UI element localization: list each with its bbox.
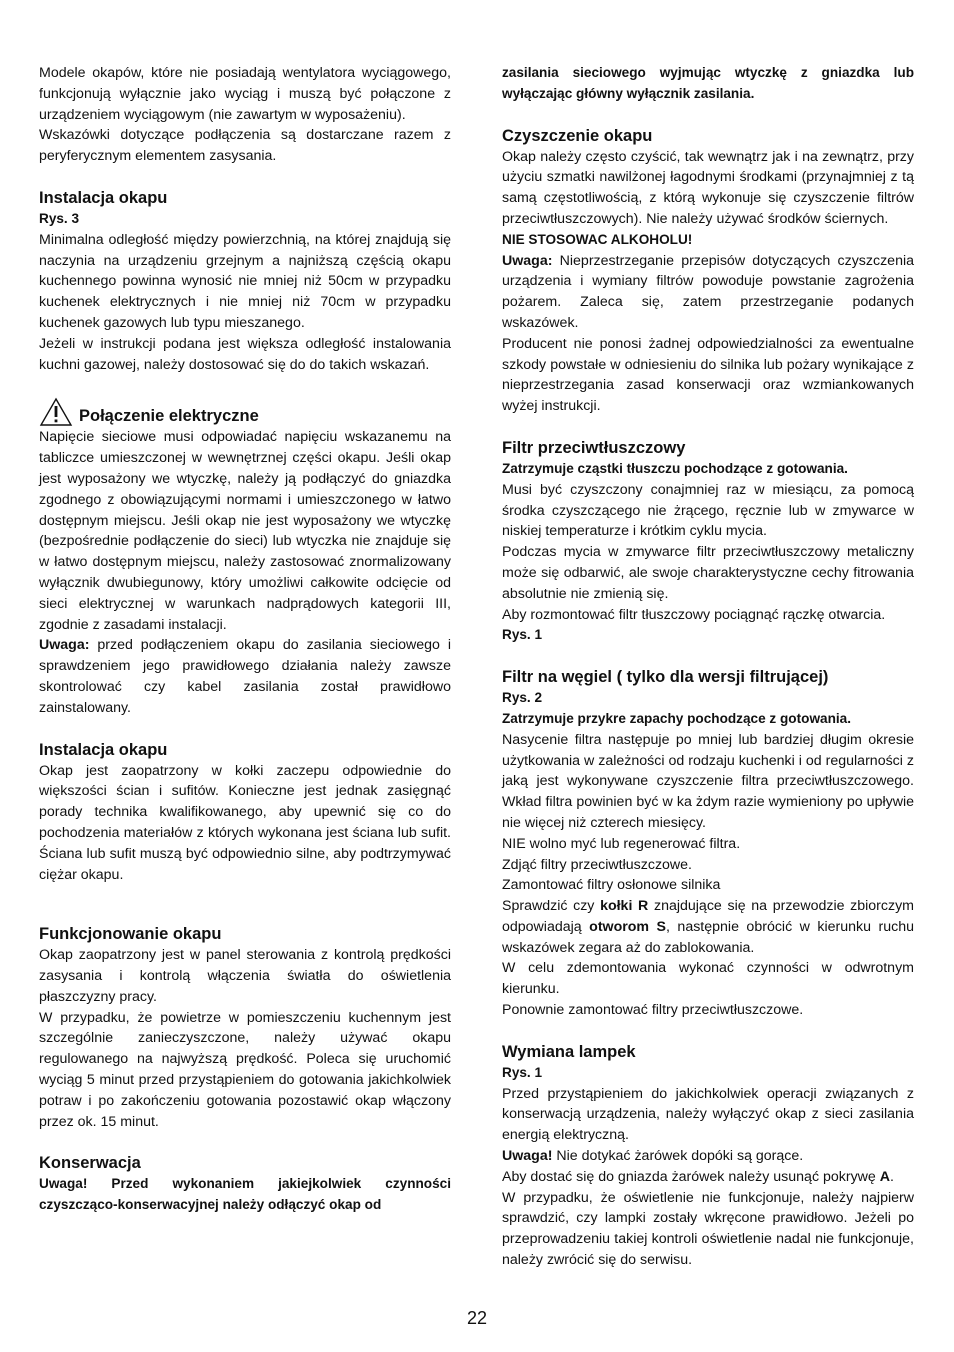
paragraph: Aby rozmontować filtr tłuszczowy pociągnąć rączkę otwarcia.: [502, 606, 886, 623]
note-label: Uwaga!: [502, 1148, 553, 1165]
note-label: Uwaga:: [502, 252, 553, 269]
figure-reference: Rys. 3: [39, 210, 80, 226]
figure-reference: Rys. 1: [502, 1064, 543, 1080]
subtitle: Zatrzymuje cząstki tłuszczu pochodzące z gotowania.: [502, 460, 848, 476]
section-heading-electrical: Połączenie elektryczne: [79, 407, 259, 426]
part-label: A: [879, 1168, 891, 1185]
section-heading-lamps: Wymiana lampek: [502, 1042, 636, 1061]
warning-paragraph: zasilania sieciowego wyjmując wtyczkę z gniazdka lub wyłączając główny wyłącznik zasilania.: [502, 65, 914, 101]
paragraph: Napięcie sieciowe musi odpowiadać napięciu wskazanemu na tabliczce umieszczonej w wewnętrznej części okapu. Jeśli okap jest wyposażony we wtyczkę, należy ją podłączyć do gniazdka zgodnego z obowiązującymi normami i umieszczonego w łatwo dostępnym miejscu. Jeśli okap nie jest wyposażony we wtyczkę (bezpośrednie podłączenie do sieci) lub wtyczka nie znajduje się w łatwo dostępnym miejscu, należy zastosować znormalizowany wyłącznik dwubiegunowy, który umożliwi całkowite odcięcie od sieci elektrycznej w warunkach nadprądowych kategorii III, zgodnie z zasadami instalacji.: [39, 429, 451, 633]
paragraph: Okap należy często czyścić, tak wewnątrz jak i na zewnątrz, przy użyciu szmatki nawilżonej łagodnymi środkami (przynajmniej z tą samą częstotliwością, z którą wykonuje się czyszczenie filtrów przeciwtłuszczowych). Nie należy używać środków ściernych.: [502, 148, 914, 227]
intro-paragraph: Wskazówki dotyczące podłączenia są dostarczane razem z peryferycznym elementem zasysania.: [39, 127, 451, 165]
paragraph: Okap jest zaopatrzony w kołki zaczepu odpowiednie do większości ścian i sufitów. Konieczne jest jednak zasięgnąć porady technika kwalifikowanego, aby upewnić się co do pochodzenia materiałów z których wykonana jest ściana lub sufit. Ściana lub sufit muszą być odpowiednio silne, aby podtrzymywać ciężar okapu.: [39, 762, 451, 883]
paragraph: Przed przystąpieniem do jakichkolwiek operacji związanych z konserwacją urządzenia, należy wyłączyć okap z sieci zasilania energią elektryczną.: [502, 1085, 914, 1144]
paragraph: W przypadku, że oświetlenie nie funkcjonuje, należy najpierw sprawdzić, czy lampki zostały wkręcone prawidłowo. Jeżeli po przeprowadzeniu takiej kontroli oświetlenie nadal nie funkcjonuje, należy zwrócić się do serwisu.: [502, 1189, 914, 1269]
paragraph: NIE wolno myć lub regenerować filtra.: [502, 835, 741, 852]
alert-text: NIE STOSOWAC ALKOHOLU!: [502, 231, 693, 247]
page-number: 22: [466, 1308, 488, 1328]
paragraph: Uwaga: przed podłączeniem okapu do zasilania sieciowego i sprawdzeniem jego prawidłowego działania należy zawsze skontrolować czy kabel zasilania został prawidłowo zainstalowany.: [39, 637, 451, 716]
figure-reference: Rys. 1: [502, 627, 543, 643]
paragraph: Jeżeli w instrukcji podana jest większa odległość instalowania kuchni gazowej, należy dostosować się do do takich wskazań.: [39, 335, 451, 373]
part-label: kołki R: [600, 898, 649, 915]
paragraph: Ponownie zamontować filtry przeciwtłuszczowe.: [502, 1002, 804, 1019]
part-label: otworom S: [589, 918, 666, 935]
paragraph: Sprawdzić czy kołki R znajdujące się na przewodzie zbiorczym odpowiadają otworom S, następnie obrócić w kierunku ruchu wskazówek zegara aż do zablokowania.: [502, 898, 914, 956]
section-heading-grease-filter: Filtr przeciwtłuszczowy: [502, 438, 686, 457]
section-heading-cleaning: Czyszczenie okapu: [502, 126, 653, 145]
warning-paragraph: Uwaga! Przed wykonaniem jakiejkolwiek czynności czyszcząco-konserwacyjnej należy odłączyć okap od: [39, 1176, 451, 1213]
section-heading-installation: Instalacja okapu: [39, 188, 168, 207]
left-column: [39, 63, 451, 1216]
paragraph: Zdjąć filtry przeciwtłuszczowe.: [502, 856, 693, 873]
paragraph: Okap zaopatrzony jest w panel sterowania z kontrolą prędkości zasysania i kontrolą włączenia światła do oświetlenia płaszczyzny pracy.: [39, 947, 451, 1005]
electrical-heading-row: [39, 397, 451, 427]
paragraph: Musi być czyszczony conajmniej raz w miesiącu, za pomocą środka czyszczącego nie żrącego, ręcznie lub w zmywarce w niskiej temperaturze i krótkim cyklu mycia.: [502, 481, 914, 540]
intro-paragraph: Modele okapów, które nie posiadają wentylatora wyciągowego, funkcjonują wyłącznie jako wyciąg i muszą być połączone z urządzeniem wyciągowym (nie zawartym w wyposażeniu).: [39, 65, 451, 123]
paragraph: Uwaga: Nieprzestrzeganie przepisów dotyczących czyszczenia urządzenia i wymiany filtrów powoduje powstanie zagrożenia pożarem. Zaleca się, zatem przestrzeganie podanych wskazówek.: [502, 252, 914, 331]
paragraph: Nasycenie filtra następuje po mniej lub bardziej długim okresie użytkowania w zależności od rodzaju kuchenki i od regularności z jaką jest wykonywane czyszczenie filtra przeciwtłuszczowego. Wkład filtra powinien być w ka żdym razie wymieniony po upływie nie więcej niż czterech miesięcy.: [502, 731, 914, 831]
paragraph: Zamontować filtry osłonowe silnika: [502, 877, 721, 894]
figure-reference: Rys. 2: [502, 690, 543, 706]
section-heading-operation: Funkcjonowanie okapu: [39, 925, 222, 944]
paragraph: W celu zdemontowania wykonać czynności w odwrotnym kierunku.: [502, 960, 914, 998]
note-label: Uwaga:: [39, 637, 90, 654]
paragraph: Aby dostać się do gniazda żarówek należy usunąć pokrywę A.: [502, 1168, 894, 1185]
paragraph: Podczas mycia w zmywarce filtr przeciwtłuszczowy metaliczny może się odbarwić, ale swoje charakterystyczne cechy fitrowania absolutnie nie zmienią się.: [502, 544, 914, 602]
section-heading-maintenance: Konserwacja: [39, 1154, 141, 1173]
section-heading-installation: Instalacja okapu: [39, 740, 168, 759]
section-heading-carbon-filter: Filtr na węgiel ( tylko dla wersji filtrującej): [502, 668, 829, 687]
paragraph: W przypadku, że powietrze w pomieszczeniu kuchennym jest szczególnie zanieczyszczone, należy używać okapu regulowanego na najwyższą prędkość. Poleca się uruchomić wyciąg 5 minut przed przystąpieniem do gotowania jakichkolwiek potraw i po zakończeniu gotowania pozostawić okap włączony przez ok. 15 minut.: [39, 1009, 451, 1130]
right-column: [502, 63, 914, 1271]
subtitle: Zatrzymuje przykre zapachy pochodzące z gotowania.: [502, 710, 851, 726]
paragraph: Minimalna odległość między powierzchnią, na której znajdują się naczynia na urządzeniu grzejnym a najniższą częścią okapu kuchennego powinna wynosić nie mniej niż 50cm w przypadku kuchenek elektrycznych i nie mniej niż 70cm w przypadku kuchenek gazowych lub typu mieszanego.: [39, 231, 451, 331]
warning-triangle-icon: [39, 397, 73, 427]
paragraph: Uwaga! Nie dotykać żarówek dopóki są gorące.: [502, 1148, 804, 1165]
paragraph: Producent nie ponosi żadnej odpowiedzialności za ewentualne szkody powstałe w odniesieniu do silnika lub pożary wynikające z nieprzestrzegania zasad konserwacji oraz wzmiankowanych wyżej instrukcji.: [502, 335, 914, 415]
